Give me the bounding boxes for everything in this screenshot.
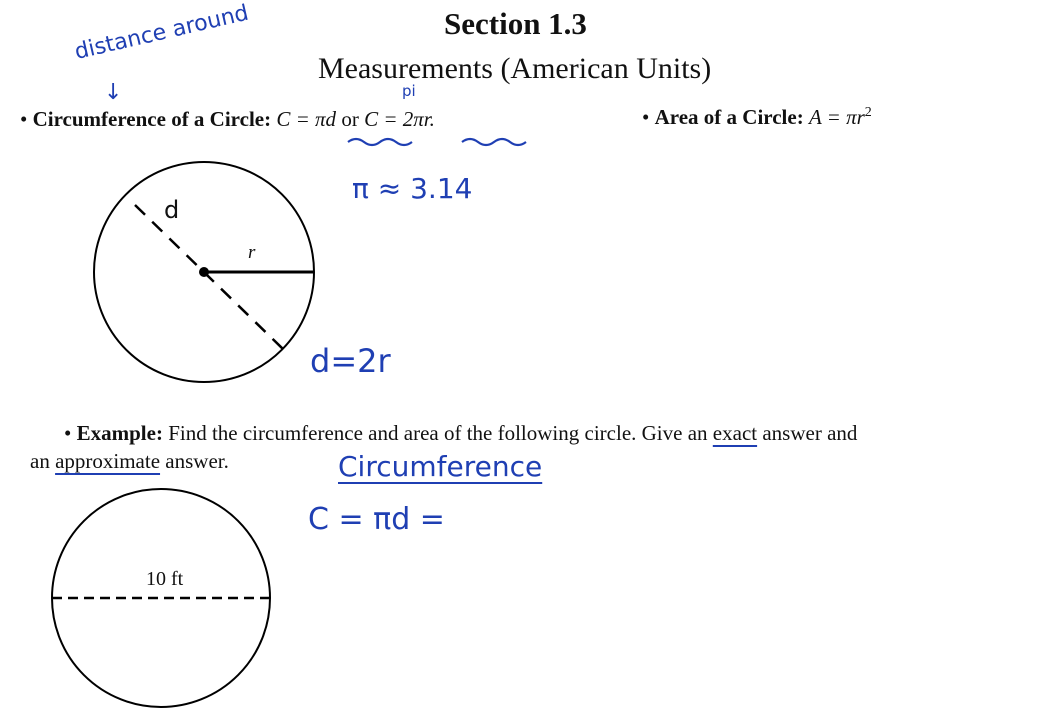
circle-diagram-2	[48, 484, 288, 724]
radius-label: r	[248, 242, 256, 263]
approximate-word: approximate	[55, 449, 161, 473]
example-label: Example:	[76, 421, 163, 445]
line2-suffix: answer.	[165, 449, 229, 473]
area-formula: A = πr	[808, 105, 865, 129]
example-text-1: Find the circumference and area of the following circle. Give an	[168, 421, 708, 445]
circumference-heading-note: Circumference	[338, 450, 543, 483]
distance-around-note: distance around	[72, 0, 252, 66]
dashed-diameter	[135, 205, 284, 350]
exact-word: exact	[712, 421, 758, 445]
example-text-2: answer and	[762, 421, 858, 445]
arrow-down-icon: ↓	[104, 80, 123, 105]
or-word: or	[341, 107, 359, 131]
circumference-label: Circumference of a Circle:	[32, 107, 272, 131]
circumference-formula-1: C = πd	[276, 107, 337, 131]
area-label: Area of a Circle:	[654, 105, 804, 129]
bullet-dot: •	[64, 421, 72, 445]
area-line	[642, 105, 872, 130]
example-line-2	[30, 449, 229, 474]
example-line-1	[64, 421, 857, 446]
d-equals-note: d=2r	[310, 342, 391, 380]
section-subtitle: Measurements (American Units)	[318, 52, 712, 85]
d-label-note: d	[164, 196, 180, 224]
area-exponent: 2	[864, 105, 872, 120]
bullet-dot: •	[642, 105, 650, 129]
diameter-label: 10 ft	[146, 568, 184, 590]
c-equals-note: C = πd =	[308, 502, 445, 537]
line2-prefix: an	[30, 449, 50, 473]
circumference-formula-2: C = 2πr.	[364, 107, 435, 131]
circumference-line	[20, 107, 435, 132]
circle-diagram-1	[90, 155, 330, 395]
squiggle-underline-2	[462, 139, 526, 145]
section-title: Section 1.3	[444, 6, 587, 41]
bullet-dot: •	[20, 107, 28, 131]
pi-approx-note: π ≈ 3.14	[352, 172, 473, 205]
center-dot	[199, 267, 209, 277]
pi-note: pi	[402, 82, 416, 100]
squiggle-underline-1	[348, 139, 412, 145]
